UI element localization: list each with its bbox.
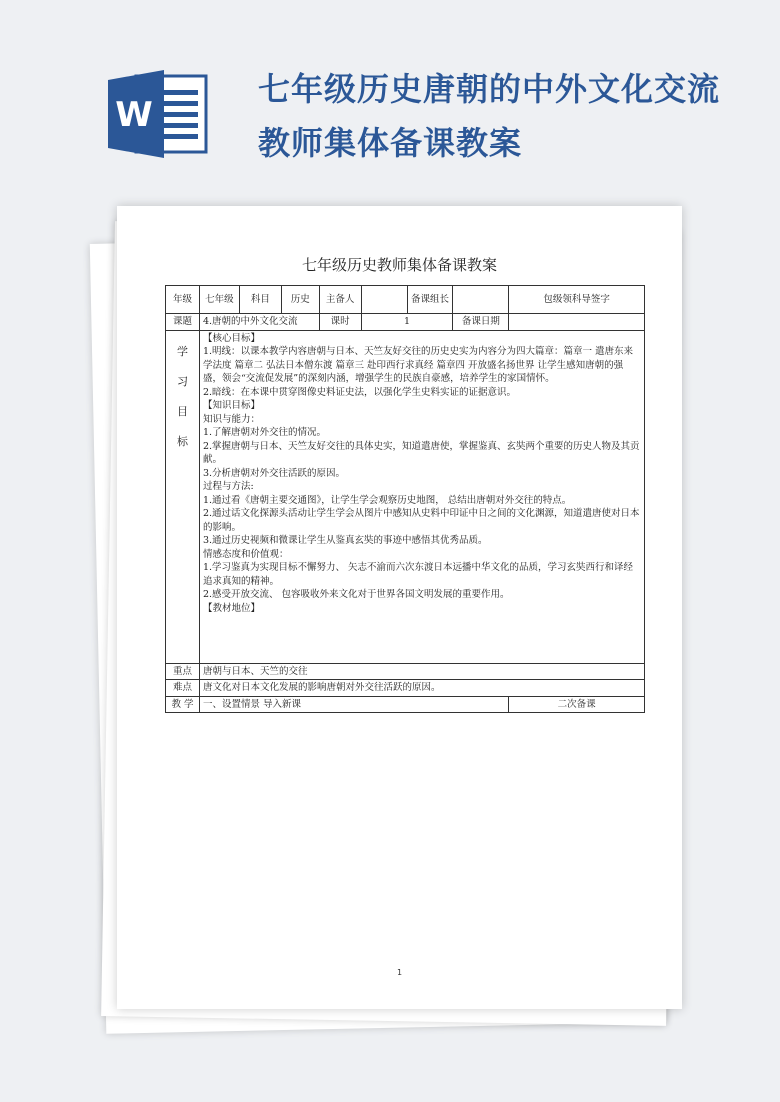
goals-content xyxy=(199,330,644,663)
preparer-label: 主备人 xyxy=(319,286,361,314)
table-row xyxy=(166,680,645,697)
table-row xyxy=(166,286,645,314)
document-title: 七年级历史唐朝的中外文化交流教师集体备课教案 xyxy=(258,70,721,162)
period-label: 课时 xyxy=(319,314,361,331)
preparer-value xyxy=(361,286,407,314)
teaching-label: 教 学 xyxy=(166,696,200,713)
goal-line: 1.通过看《唐朝主要交通图》，让学生学会观察历史地图， 总结出唐朝对外交往的特点。 xyxy=(202,494,572,506)
date-value xyxy=(509,314,645,331)
goal-line: 1.明线：以课本教学内容唐朝与日本、天竺友好交往的历史史实为内容分为四大篇章：篇章一 遣唐东来学法度 篇章二 弘法日本僧东渡 篇章三 赴印西行求真经 篇章四 开放盛名扬世界 让学生感知唐朝的强盛，领会“交流促发展”的深刻内涵，增强学生的民族自豪感，培养学生的家国情怀。 xyxy=(202,346,634,384)
goals-label: 学 习 目 标 xyxy=(166,330,200,663)
topic-value: 4.唐朝的中外文化交流 xyxy=(199,314,319,331)
goal-line: 【教材地位】 xyxy=(202,602,260,614)
grade-value: 七年级 xyxy=(199,286,239,314)
page-number: 1 xyxy=(396,968,403,977)
page-title: 七年级历史教师集体备课教案 xyxy=(301,256,497,274)
supervisor-sign-label: 包级领科导签字 xyxy=(509,286,645,314)
goal-line: 过程与方法: xyxy=(202,481,254,492)
goal-line: 情感态度和价值观： xyxy=(202,548,289,560)
goal-line: 【知识目标】 xyxy=(202,400,260,411)
goal-line: 1.学习鉴真为实现目标不懈努力、 矢志不渝而六次东渡日本远播中华文化的品质，学习玄奘西行和译经追求真知的精神。 xyxy=(202,562,634,587)
subject-label: 科目 xyxy=(239,286,281,314)
goal-line: 3.通过历史视频和微课让学生从鉴真玄奘的事迹中感悟其优秀品质。 xyxy=(202,535,488,546)
table-row xyxy=(166,330,645,663)
goal-line: 2.暗线：在本课中贯穿图像史料证史法，以强化学生史料实证的证据意识。 xyxy=(202,386,517,398)
table-row xyxy=(166,696,645,713)
key-point-label: 重点 xyxy=(166,663,200,680)
goal-line: 2.感受开放交流、 包容吸收外来文化对于世界各国文明发展的重要作用。 xyxy=(202,589,510,600)
document-page xyxy=(117,206,682,1009)
goal-line: 【核心目标】 xyxy=(202,332,260,344)
subject-value: 历史 xyxy=(281,286,319,314)
lesson-plan-table xyxy=(165,285,645,713)
teaching-value: 一、设置情景 导入新课 xyxy=(199,696,508,713)
header xyxy=(0,0,780,200)
goal-line: 3.分析唐朝对外交往活跃的原因。 xyxy=(202,467,346,479)
group-leader-label: 备课组长 xyxy=(407,286,453,314)
goal-line: 2.掌握唐朝与日本、天竺友好交往的具体史实，知道遣唐使，掌握鉴真、玄奘两个重要的历史人物及其贡献。 xyxy=(202,440,640,465)
goal-line: 1.了解唐朝对外交往的情况。 xyxy=(202,427,327,438)
topic-label: 课题 xyxy=(166,314,200,331)
difficult-point-label: 难点 xyxy=(166,680,200,697)
key-point-value: 唐朝与日本、天竺的交往 xyxy=(199,663,644,680)
table-row xyxy=(166,663,645,680)
grade-label: 年级 xyxy=(166,286,200,314)
svg-text:W: W xyxy=(115,95,153,135)
group-leader-value xyxy=(453,286,509,314)
table-row xyxy=(166,314,645,331)
period-value: 1 xyxy=(361,314,453,331)
word-document-icon xyxy=(108,68,208,160)
date-label: 备课日期 xyxy=(453,314,509,331)
difficult-point-value: 唐文化对日本文化发展的影响唐朝对外交往活跃的原因。 xyxy=(199,680,644,697)
goal-line: 2.通过话文化探源头活动让学生学会从图片中感知从史料中印证中日之间的文化渊源，知道遣唐使对日本的影响。 xyxy=(202,508,640,533)
goal-line: 知识与能力： xyxy=(202,413,260,425)
second-prep-label: 二次备课 xyxy=(509,696,645,713)
